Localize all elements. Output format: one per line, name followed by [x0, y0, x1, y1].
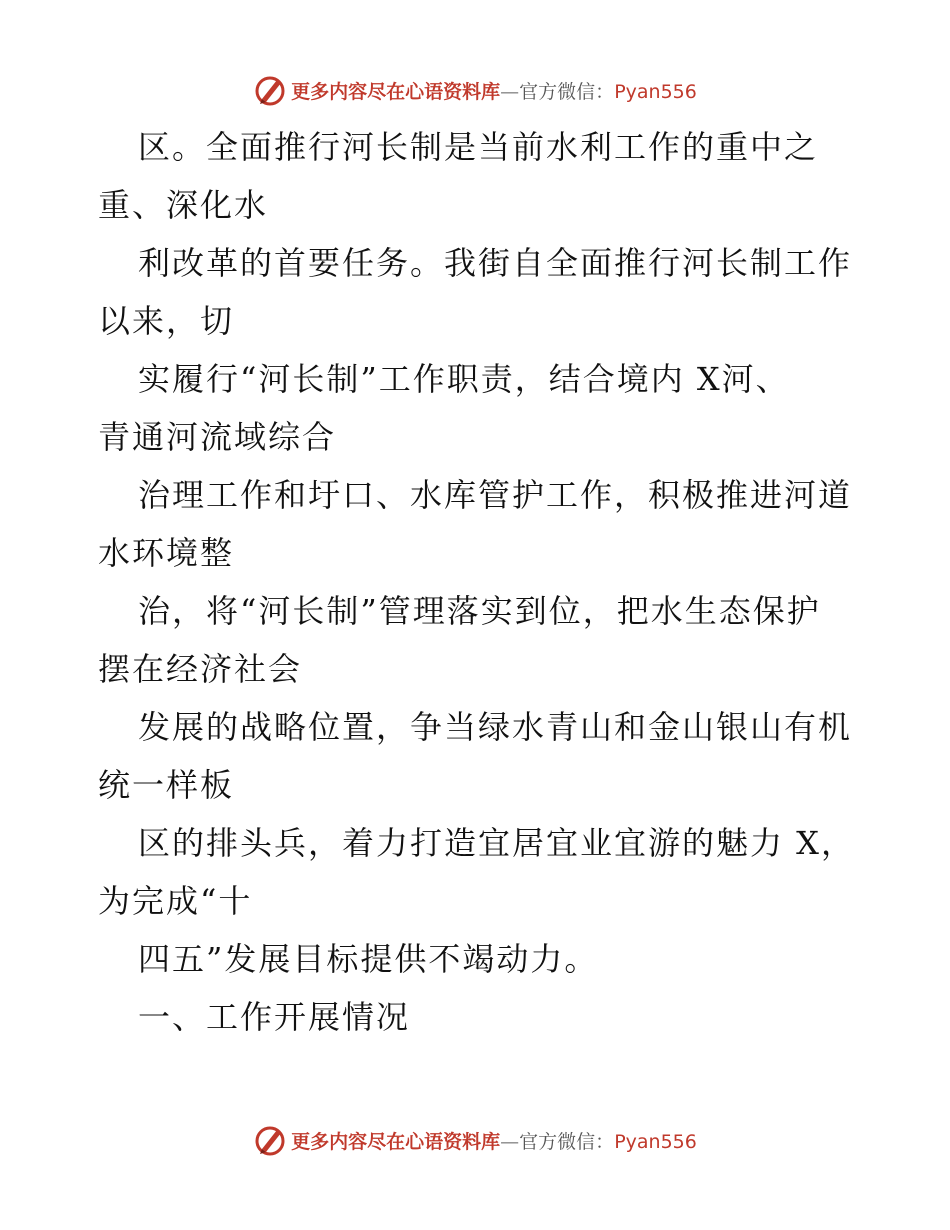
header-text: [291, 77, 697, 104]
body-line: 治，将“河长制”管理落实到位，把水生态保护: [138, 592, 821, 630]
header-brand: 更多内容尽在心语资料库: [291, 80, 501, 103]
body-line: 青通河流域综合: [98, 418, 337, 456]
body-line: 区。全面推行河长制是当前水利工作的重中之: [138, 128, 819, 166]
body-line: 利改革的首要任务。我街自全面推行河长制工作: [138, 244, 853, 282]
body-line: 摆在经济社会: [98, 650, 303, 688]
header-official: 官方微信：: [519, 80, 615, 103]
footer-official: 官方微信：: [519, 1130, 615, 1153]
pen-circle-icon: [253, 1123, 287, 1157]
footer-dash: —: [500, 1130, 520, 1153]
footer-brand: 更多内容尽在心语资料库: [291, 1130, 501, 1153]
section-heading: 一、工作开展情况: [138, 998, 411, 1036]
footer-banner: [0, 1120, 950, 1160]
header-account: Pyan556: [614, 80, 697, 103]
pen-circle-icon: [253, 73, 287, 107]
body-line: 实履行“河长制”工作职责，结合境内 X河、: [138, 360, 790, 398]
body-line: 重、深化水: [98, 186, 269, 224]
body-line: 统一样板: [98, 766, 235, 804]
body-line: 四五”发展目标提供不竭动力。: [138, 940, 599, 978]
body-line: 发展的战略位置，争当绿水青山和金山银山有机: [138, 708, 853, 746]
body-line: 区的排头兵，着力打造宜居宜业宜游的魅力 X，: [138, 824, 855, 862]
footer-text: [291, 1127, 697, 1154]
header-banner: [0, 70, 950, 110]
document-body: [98, 118, 868, 1046]
body-line: 以来，切: [98, 302, 235, 340]
body-line: 治理工作和圩口、水库管护工作，积极推进河道: [138, 476, 853, 514]
header-dash: —: [500, 80, 520, 103]
body-line: 水环境整: [98, 534, 235, 572]
body-line: 为完成“十: [98, 882, 253, 920]
footer-account: Pyan556: [614, 1130, 697, 1153]
